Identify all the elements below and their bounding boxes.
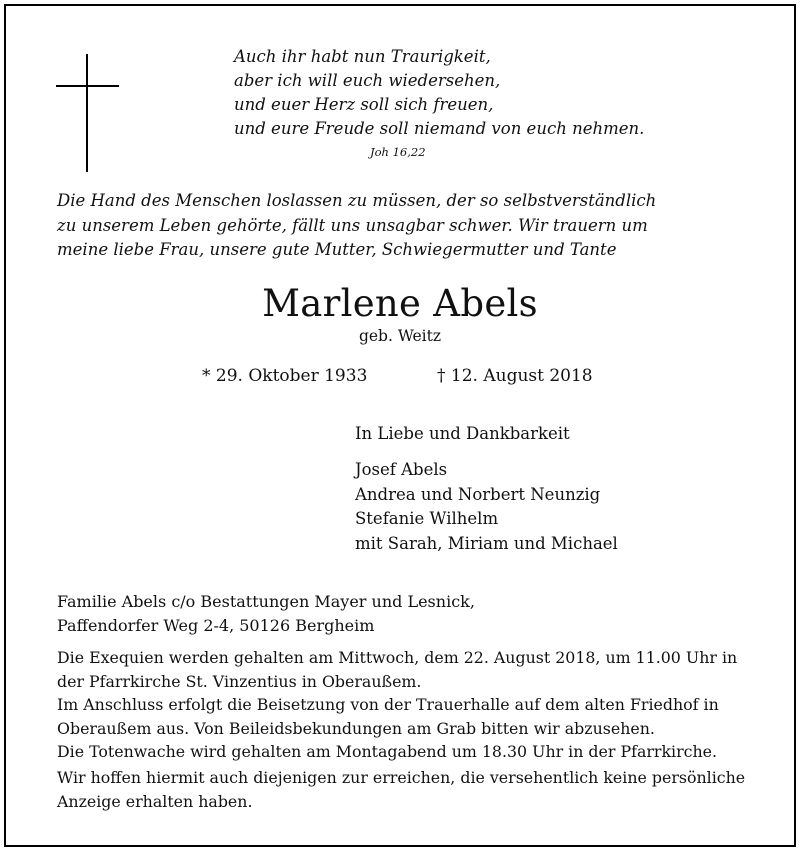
family-address	[57, 590, 475, 638]
intro-line: meine liebe Frau, unsere gute Mutter, Schwiegermutter und Tante	[57, 240, 617, 259]
verse-line: und eure Freude soll niemand von euch nehmen.	[234, 119, 645, 138]
deceased-name: Marlene Abels	[262, 282, 538, 325]
verse-line: Auch ihr habt nun Traurigkeit,	[234, 47, 491, 66]
funeral-line: der Pfarrkirche St. Vinzentius in Oberaußem.	[57, 671, 422, 691]
closing-line: Anzeige erhalten haben.	[57, 791, 253, 811]
address-line: Familie Abels c/o Bestattungen Mayer und Lesnick,	[57, 592, 475, 611]
funeral-line: Die Exequien werden gehalten am Mittwoch, dem 22. August 2018, um 11.00 Uhr in	[57, 648, 738, 667]
funeral-line: Die Totenwache wird gehalten am Montagabend um 18.30 Uhr in der Pfarrkirche.	[57, 742, 718, 761]
verse-line: und euer Herz soll sich freuen,	[234, 95, 494, 114]
obituary-notice	[4, 4, 796, 847]
closing-line: Wir hoffen hiermit auch diejenigen zur erreichen, die versehentlich keine persönliche	[57, 768, 746, 787]
birth-date: * 29. Oktober 1933	[202, 366, 368, 386]
address-line: Paffendorfer Weg 2-4, 50126 Bergheim	[57, 616, 375, 635]
verse-line: aber ich will euch wiedersehen,	[234, 71, 501, 90]
closing-note	[57, 766, 745, 813]
intro-line: Die Hand des Menschen loslassen zu müssen, der so selbstverständlich	[57, 191, 657, 210]
funeral-details	[57, 646, 737, 764]
mourner-name: Andrea und Norbert Neunzig	[355, 484, 601, 504]
funeral-line: Im Anschluss erfolgt die Beisetzung von der Trauerhalle auf dem alten Friedhof in	[57, 695, 719, 714]
cross-vertical-bar	[86, 54, 88, 172]
intro-text	[57, 189, 656, 263]
mourners-heading: In Liebe und Dankbarkeit	[355, 424, 570, 443]
maiden-name: geb. Weitz	[358, 327, 442, 345]
funeral-line: Oberaußem aus. Von Beileidsbekundungen am Grab bitten wir abzusehen.	[57, 718, 655, 738]
death-date: † 12. August 2018	[437, 366, 593, 386]
mourner-name: Stefanie Wilhelm	[355, 509, 499, 528]
mourner-name: mit Sarah, Miriam und Michael	[355, 533, 618, 553]
mourners-list	[355, 458, 618, 556]
verse-reference: Joh 16,22	[370, 145, 426, 159]
cross-horizontal-bar	[56, 85, 119, 87]
intro-line: zu unserem Leben gehörte, fällt uns unsagbar schwer. Wir trauern um	[57, 215, 648, 235]
mourner-name: Josef Abels	[355, 460, 448, 479]
bible-verse	[234, 45, 644, 141]
